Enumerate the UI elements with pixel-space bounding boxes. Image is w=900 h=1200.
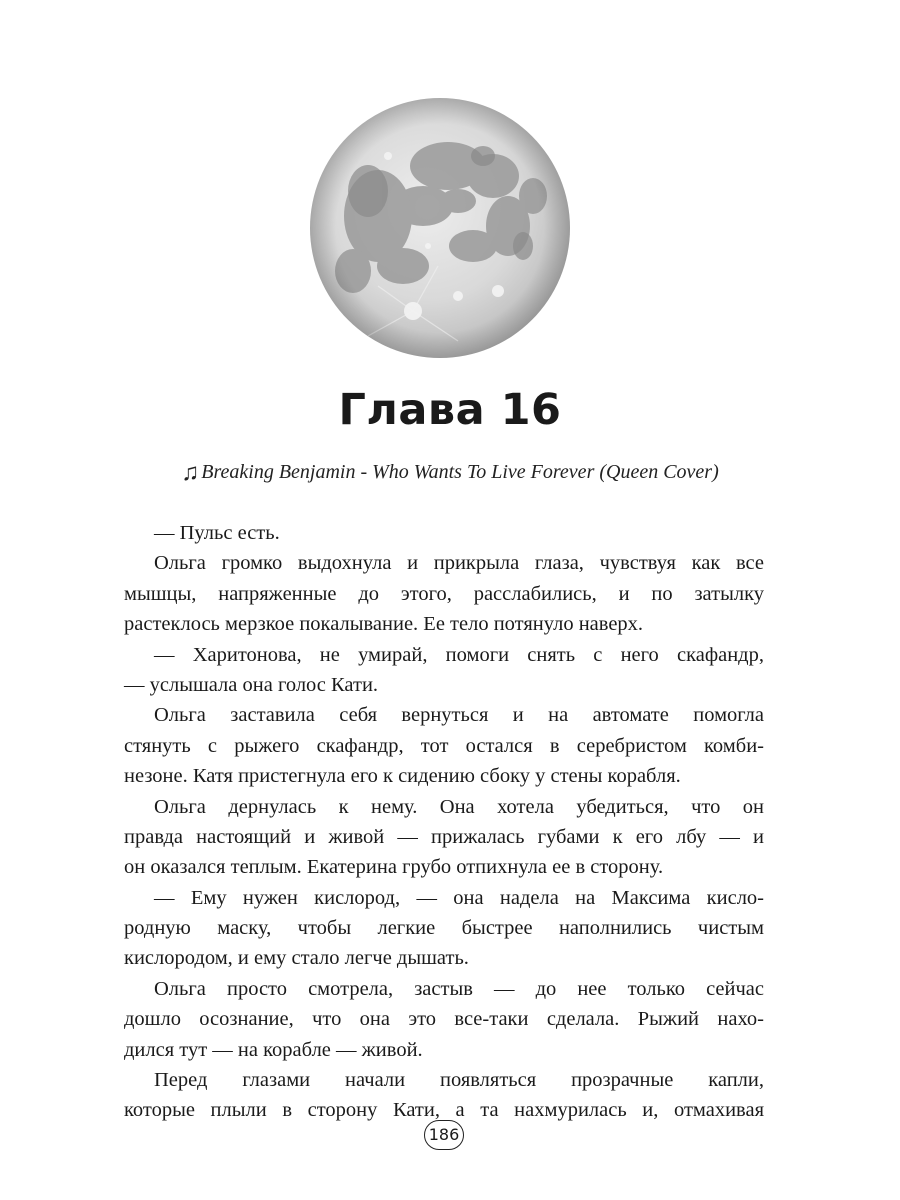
- text-line: правда настоящий и живой — прижалась губами к его лбу — и: [124, 825, 764, 848]
- text-line: незоне. Катя пристегнула его к сидению сбоку у стены корабля.: [124, 765, 681, 788]
- text-line: Ольга громко выдохнула и прикрыла глаза, чувствуя как все: [154, 552, 764, 575]
- page-number: 186: [424, 1120, 464, 1150]
- full-moon-illustration: [308, 96, 572, 360]
- text-line: Ольга дернулась к нему. Она хотела убедиться, что он: [154, 795, 764, 818]
- text-line: родную маску, чтобы легкие быстрее наполнились чистым: [124, 917, 764, 940]
- text-line: — Харитонова, не умирай, помоги снять с него скафандр,: [154, 643, 764, 666]
- text-line: — Ему нужен кислород, — она надела на Максима кисло-: [154, 886, 764, 909]
- text-line: Перед глазами начали появляться прозрачные капли,: [154, 1069, 764, 1092]
- text-line: кислородом, и ему стало легче дышать.: [124, 947, 469, 970]
- chapter-body-text: [124, 518, 764, 1126]
- text-line: Ольга заставила себя вернуться и на автомате помогла: [154, 704, 764, 727]
- full-moon-icon: [308, 96, 572, 360]
- text-line: — услышала она голос Кати.: [124, 673, 379, 696]
- text-line: стянуть с рыжего скафандр, тот остался в серебристом комби-: [124, 734, 764, 757]
- text-line: — Пульс есть.: [154, 522, 280, 544]
- text-line: дился тут — на корабле — живой.: [124, 1038, 423, 1061]
- text-line: которые плыли в сторону Кати, а та нахмурилась и, отмахивая: [124, 1099, 764, 1122]
- chapter-song: [0, 460, 900, 487]
- chapter-title: Глава 16: [338, 385, 562, 435]
- text-line: он оказался теплым. Екатерина грубо отпихнула ее в сторону.: [124, 856, 664, 879]
- song-title: Breaking Benjamin - Who Wants To Live Forever (Queen Cover): [201, 461, 719, 483]
- text-line: растеклось мерзкое покалывание. Ее тело потянуло наверх.: [124, 613, 644, 636]
- text-line: дошло осознание, что она это все-таки сделала. Рыжий нахо-: [124, 1008, 764, 1031]
- text-line: мышцы, напряженные до этого, расслабились, и по затылку: [124, 582, 764, 605]
- music-note-icon: ♫: [181, 460, 200, 486]
- text-line: Ольга просто смотрела, застыв — до нее только сейчас: [154, 977, 764, 1000]
